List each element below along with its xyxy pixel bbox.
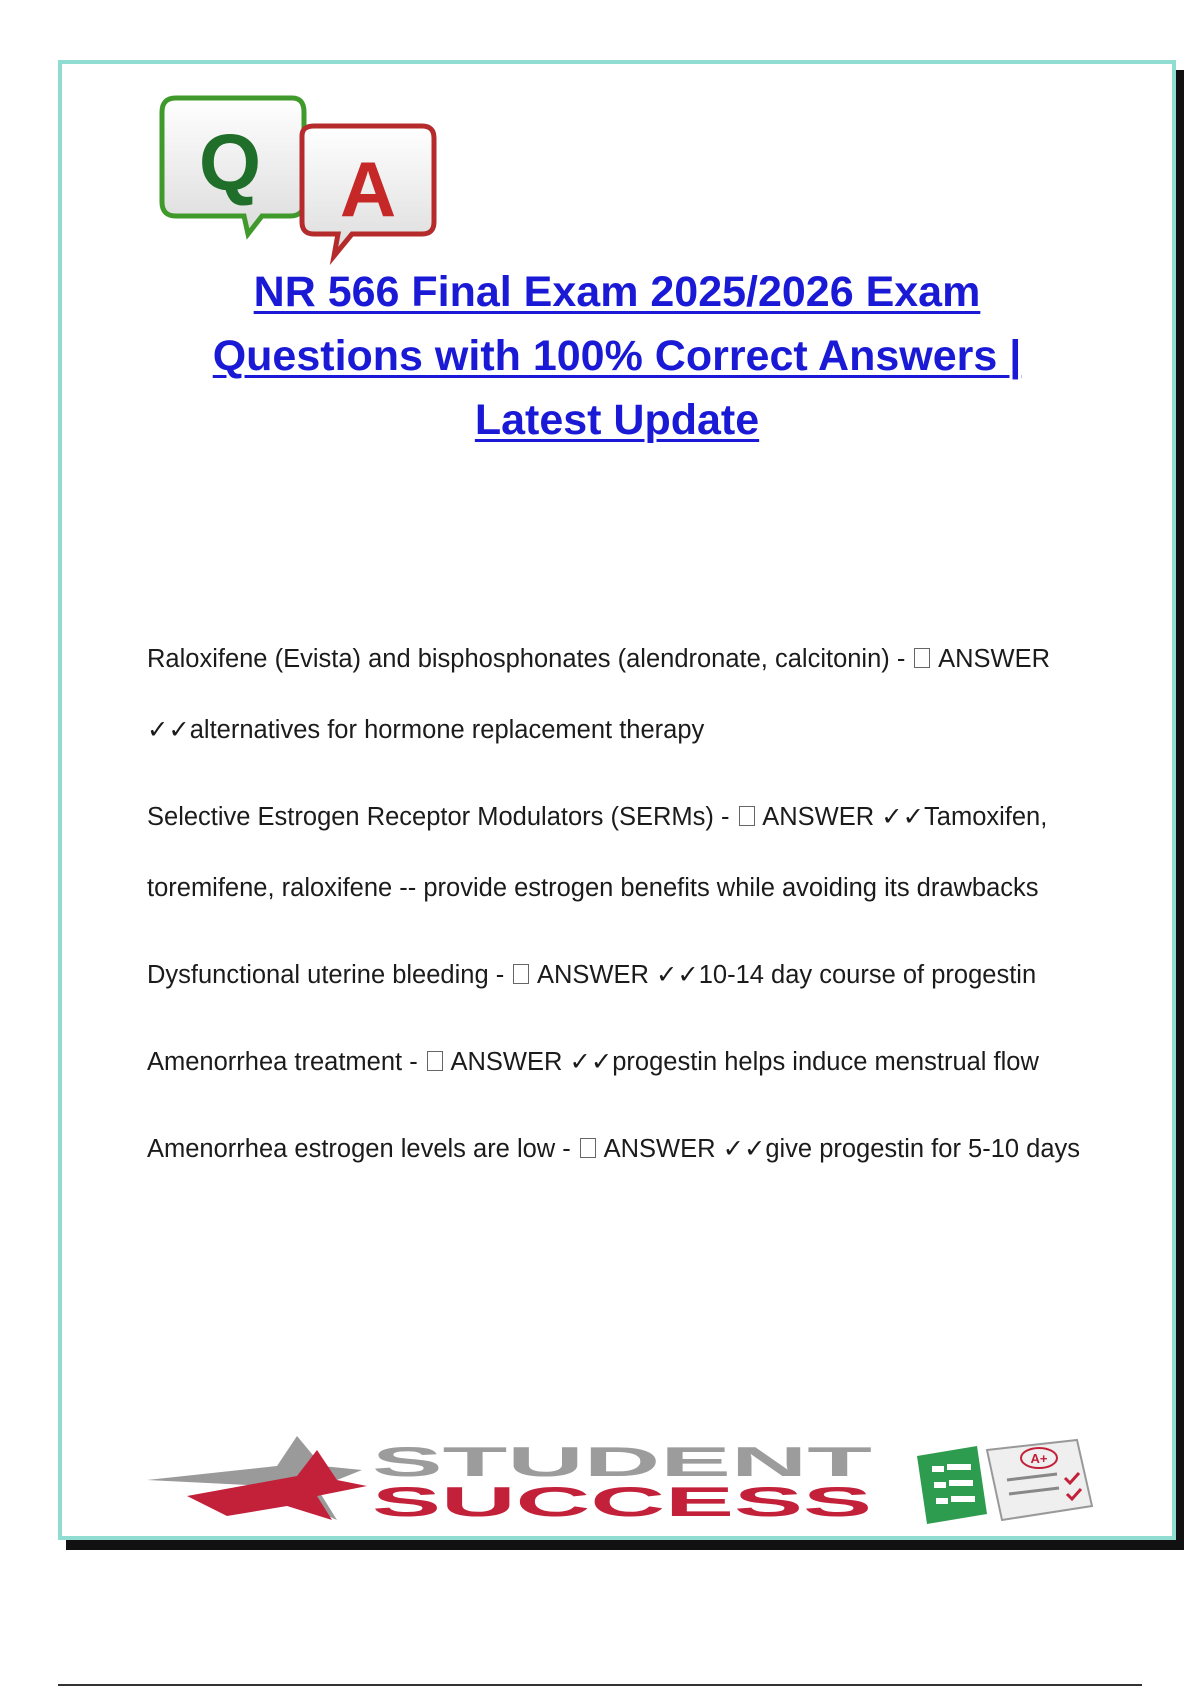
qa-item [147, 782, 1097, 924]
answer-marker-icon [427, 1051, 443, 1071]
check-marks: ✓✓ [569, 1048, 613, 1076]
title-line-2: Questions with 100% Correct Answers | [212, 332, 1022, 380]
check-marks: ✓✓ [147, 716, 190, 744]
title-line-3: Latest Update [474, 396, 760, 444]
student-success-logo [147, 1436, 1097, 1524]
answer-label: ANSWER [603, 1135, 716, 1163]
q-bubble-icon [162, 98, 304, 234]
page-bottom-rule [58, 1684, 1142, 1686]
graded-paper-icon [987, 1440, 1092, 1520]
question-text: Amenorrhea estrogen levels are low - [147, 1135, 578, 1163]
answer-marker-icon [580, 1138, 596, 1158]
question-text: Raloxifene (Evista) and bisphosphonates (alendronate, calcitonin) - [147, 645, 913, 673]
grade-text: A+ [1030, 1451, 1048, 1466]
answer-text: 10-14 day course of progestin [698, 961, 1037, 989]
question-text: Amenorrhea treatment - [147, 1048, 425, 1076]
q-letter: Q [198, 118, 262, 207]
answer-marker-icon [739, 806, 755, 826]
spreadsheet-icon [917, 1446, 987, 1524]
a-bubble-icon [302, 126, 434, 256]
answer-text: alternatives for hormone replacement therapy [189, 716, 705, 744]
document-page [58, 60, 1176, 1540]
qa-item [147, 1027, 1097, 1098]
a-letter: A [339, 145, 397, 233]
qa-list [147, 624, 1097, 1201]
star-swoosh-icon [147, 1436, 367, 1520]
answer-marker-icon [513, 964, 529, 984]
answer-text: progestin helps induce menstrual flow [612, 1048, 1039, 1076]
check-marks: ✓✓ [722, 1135, 766, 1163]
qa-item [147, 624, 1097, 766]
title-line-1: NR 566 Final Exam 2025/2026 Exam [253, 268, 981, 316]
answer-label: ANSWER [762, 803, 875, 831]
qa-logo [152, 92, 452, 282]
answer-text: Tamoxifen, toremifene, raloxifene -- provide estrogen benefits while avoiding its drawbacks [147, 803, 1048, 902]
qa-item [147, 1114, 1097, 1185]
logo-word-success: SUCCESS [372, 1478, 872, 1524]
question-text: Dysfunctional uterine bleeding - [147, 961, 512, 989]
logo-word-student: STUDENT [372, 1438, 873, 1485]
answer-label: ANSWER [536, 961, 649, 989]
check-marks: ✓✓ [656, 961, 699, 989]
qa-item [147, 940, 1097, 1011]
document-title[interactable] [132, 260, 1102, 452]
answer-marker-icon [914, 648, 930, 668]
answer-label: ANSWER [450, 1048, 563, 1076]
answer-label: ANSWER [938, 645, 1051, 673]
answer-text: give progestin for 5-10 days [765, 1135, 1081, 1163]
check-marks: ✓✓ [881, 803, 925, 831]
question-text: Selective Estrogen Receptor Modulators (SERMs) - [147, 803, 737, 831]
